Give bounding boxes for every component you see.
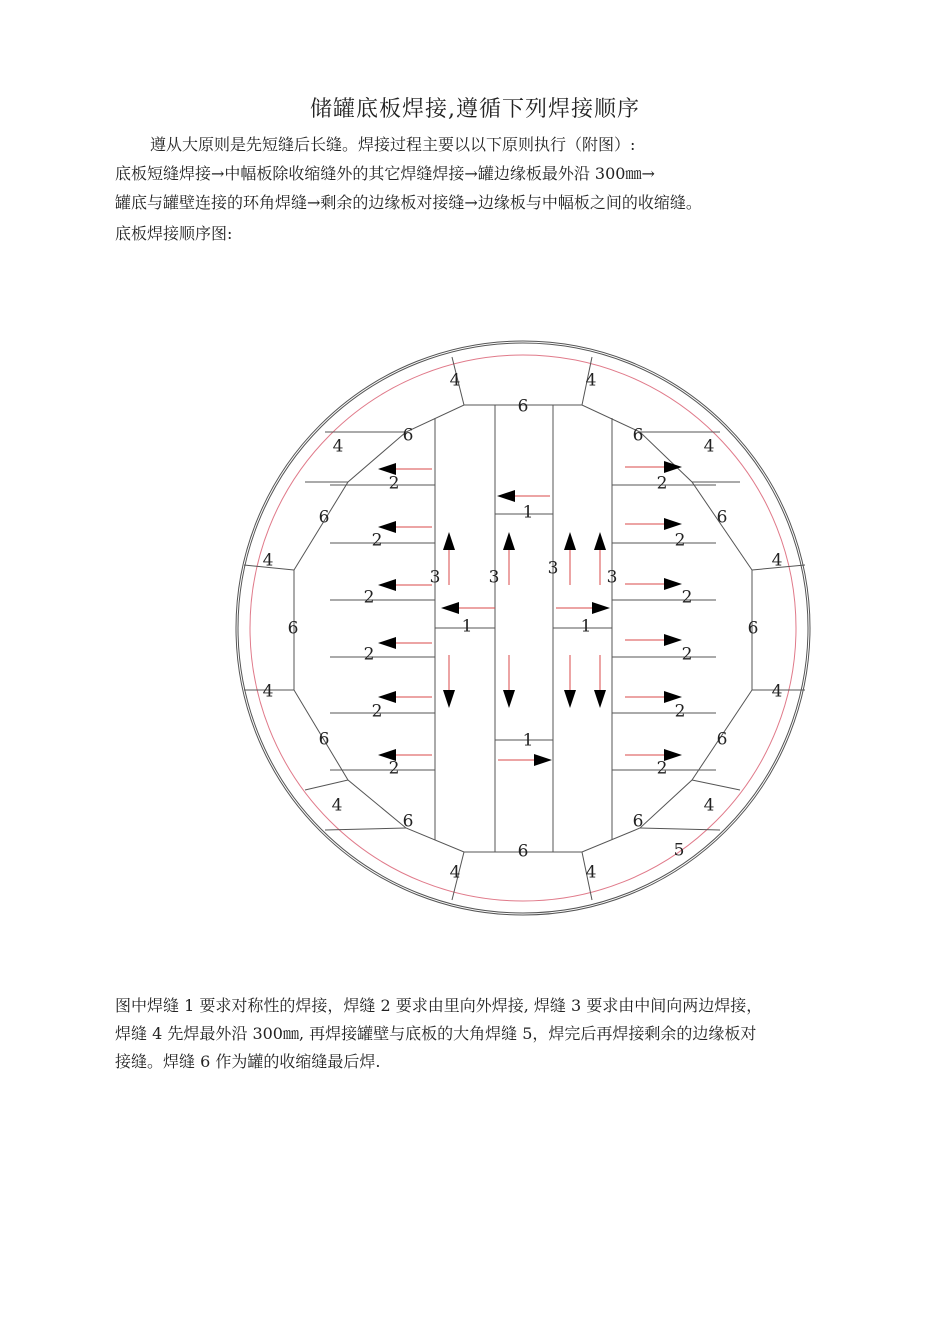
label-seam-2: 2 [656, 473, 668, 494]
seam3-arrow-down [594, 655, 606, 708]
diagram-notes [115, 992, 875, 1076]
seam2-arrow-left [378, 691, 432, 703]
label-seam-6: 6 [287, 618, 299, 639]
arrow-head [378, 579, 396, 591]
seam1-arrow [441, 602, 495, 614]
label-seam-2: 2 [363, 587, 375, 608]
arrow-head [594, 690, 606, 708]
label-seam-1: 1 [522, 502, 534, 523]
label-seam-3: 3 [488, 567, 500, 588]
label-seam-6: 6 [716, 507, 728, 528]
tank-outer-edge-2 [236, 341, 810, 915]
arrow-head [497, 490, 515, 502]
annular-radial-seam [692, 780, 740, 790]
arrow-head [664, 461, 682, 473]
label-seam-4: 4 [771, 681, 783, 702]
diagram-caption: 底板焊接顺序图: [115, 224, 233, 243]
arrow-head [664, 634, 682, 646]
arrow-head [378, 637, 396, 649]
seam2-arrow-left [378, 637, 432, 649]
label-seam-4: 4 [262, 550, 274, 571]
label-seam-6: 6 [632, 811, 644, 832]
label-seam-6: 6 [747, 618, 759, 639]
label-seam-4: 4 [449, 862, 461, 883]
intro-principle: 遵从大原则是先短缝后长缝。焊接过程主要以以下原则执行（附图）: [150, 135, 636, 154]
note-line-3: 接缝。焊缝 6 作为罐的收缩缝最后焊. [115, 1052, 381, 1071]
label-seam-1: 1 [461, 616, 473, 637]
seam2-arrow-right [625, 749, 682, 761]
label-seam-1: 1 [522, 730, 534, 751]
label-seam-2: 2 [371, 701, 383, 722]
tank-outer-edge [238, 343, 808, 913]
seam3-arrow-up [564, 532, 576, 585]
label-seam-1: 1 [580, 616, 592, 637]
arrow-head [534, 754, 552, 766]
seam2-arrow-left [378, 463, 432, 475]
label-seam-4: 4 [262, 681, 274, 702]
label-seam-6: 6 [716, 729, 728, 750]
label-seam-6: 6 [318, 507, 330, 528]
seam3-arrow-up [503, 532, 515, 585]
arrow-head [564, 690, 576, 708]
seam3-arrow-down [503, 655, 515, 708]
note-line-2: 焊缝 4 先焊最外沿 300㎜, 再焊接罐壁与底板的大角焊缝 5，焊完后再焊接剩余的边缘板对 [115, 1024, 757, 1043]
label-seam-5: 5 [673, 840, 685, 861]
label-seam-6: 6 [517, 396, 529, 417]
seam1-arrow [556, 602, 610, 614]
label-seam-2: 2 [681, 644, 693, 665]
label-seam-3: 3 [547, 558, 559, 579]
arrow-head [592, 602, 610, 614]
arrow-head [441, 602, 459, 614]
label-seam-4: 4 [449, 370, 461, 391]
label-seam-2: 2 [681, 587, 693, 608]
arrow-head [443, 532, 455, 550]
seam3-arrow-down [564, 655, 576, 708]
label-seam-6: 6 [402, 811, 414, 832]
label-seam-4: 4 [585, 370, 597, 391]
arrow-head [503, 532, 515, 550]
note-line-1: 图中焊缝 1 要求对称性的焊接，焊缝 2 要求由里向外焊接, 焊缝 3 要求由中间向两边焊接， [115, 996, 763, 1015]
seam2-arrow-right [625, 518, 682, 530]
arrow-head [564, 532, 576, 550]
label-seam-6: 6 [402, 425, 414, 446]
seam2-arrow-right [625, 578, 682, 590]
label-seam-2: 2 [656, 758, 668, 779]
seam1-arrow [497, 490, 550, 502]
arrow-head [503, 690, 515, 708]
label-seam-6: 6 [632, 425, 644, 446]
plate-seams [236, 341, 810, 915]
label-seam-4: 4 [703, 436, 715, 457]
seam3-arrow-up [594, 532, 606, 585]
seam1-arrow [498, 754, 552, 766]
annular-radial-seam [305, 780, 348, 790]
seam3-arrow-up [443, 532, 455, 585]
arrow-head [664, 578, 682, 590]
arrow-head [594, 532, 606, 550]
label-seam-4: 4 [332, 436, 344, 457]
label-seam-6: 6 [517, 841, 529, 862]
label-seam-4: 4 [331, 795, 343, 816]
label-seam-2: 2 [363, 644, 375, 665]
seam2-arrow-right [625, 461, 682, 473]
annular-plate-inner-edge [294, 405, 752, 852]
seam2-arrow-right [625, 691, 682, 703]
seam2-arrow-left [378, 521, 432, 533]
label-seam-4: 4 [771, 550, 783, 571]
intro-sequence-2: 罐底与罐壁连接的环角焊缝→剩余的边缘板对接缝→边缘板与中幅板之间的收缩缝。 [115, 193, 702, 212]
seam-number-labels [263, 371, 783, 883]
seam2-arrow-left [378, 579, 432, 591]
label-seam-2: 2 [674, 530, 686, 551]
intro-sequence-1: 底板短缝焊接→中幅板除收缩缝外的其它焊缝焊接→罐边缘板最外沿 300㎜→ [115, 164, 655, 183]
seam2-arrow-right [625, 634, 682, 646]
label-seam-2: 2 [388, 758, 400, 779]
seam3-arrow-down [443, 655, 455, 708]
arrow-head [443, 690, 455, 708]
label-seam-6: 6 [318, 729, 330, 750]
arrow-head [664, 518, 682, 530]
label-seam-2: 2 [388, 473, 400, 494]
seam2-arrow-left [378, 749, 432, 761]
label-seam-3: 3 [606, 567, 618, 588]
label-seam-4: 4 [585, 862, 597, 883]
label-seam-2: 2 [371, 530, 383, 551]
page-title: 储罐底板焊接,遵循下列焊接顺序 [310, 97, 640, 122]
label-seam-4: 4 [703, 795, 715, 816]
label-seam-3: 3 [429, 567, 441, 588]
label-seam-2: 2 [674, 701, 686, 722]
